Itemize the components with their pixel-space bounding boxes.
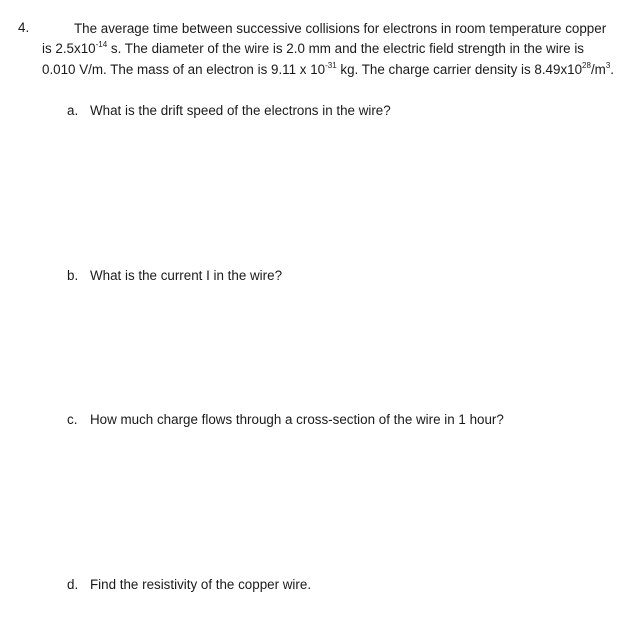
question-c: [67, 411, 504, 429]
question-letter: c.: [67, 412, 78, 427]
text-segment: s. The diameter of the wire is 2.0 mm and the electric field strength in the wire is: [107, 41, 584, 56]
text-segment: 0.010 V/m. The mass of an electron is 9.11 x 10: [42, 62, 326, 77]
question-text: How much charge flows through a cross-section of the wire in 1 hour?: [90, 412, 504, 427]
exponent: 3: [605, 60, 611, 70]
question-text: What is the drift speed of the electrons in the wire?: [90, 103, 391, 118]
question-text: What is the current I in the wire?: [90, 268, 283, 283]
exponent: -14: [95, 39, 108, 49]
exponent: -31: [325, 60, 337, 70]
question-letter: b.: [67, 268, 79, 283]
question-b: [67, 267, 282, 285]
problem-number: 4.: [18, 20, 30, 35]
problem-statement-line-1: The average time between successive collisions for electrons in room temperature copper: [74, 21, 607, 36]
problem-statement-line-2: [42, 40, 584, 58]
text-segment: /m: [590, 62, 606, 77]
text-segment: kg. The charge carrier density is 8.49x10: [336, 62, 583, 77]
text-segment: is 2.5x10: [42, 41, 96, 56]
exponent: 28: [582, 60, 591, 70]
text-segment: .: [610, 62, 614, 77]
question-d: [67, 576, 311, 594]
problem-statement-line-3: [42, 61, 614, 79]
question-text: Find the resistivity of the copper wire.: [90, 577, 312, 592]
question-letter: a.: [67, 103, 79, 118]
question-a: [67, 102, 391, 120]
question-letter: d.: [67, 577, 79, 592]
